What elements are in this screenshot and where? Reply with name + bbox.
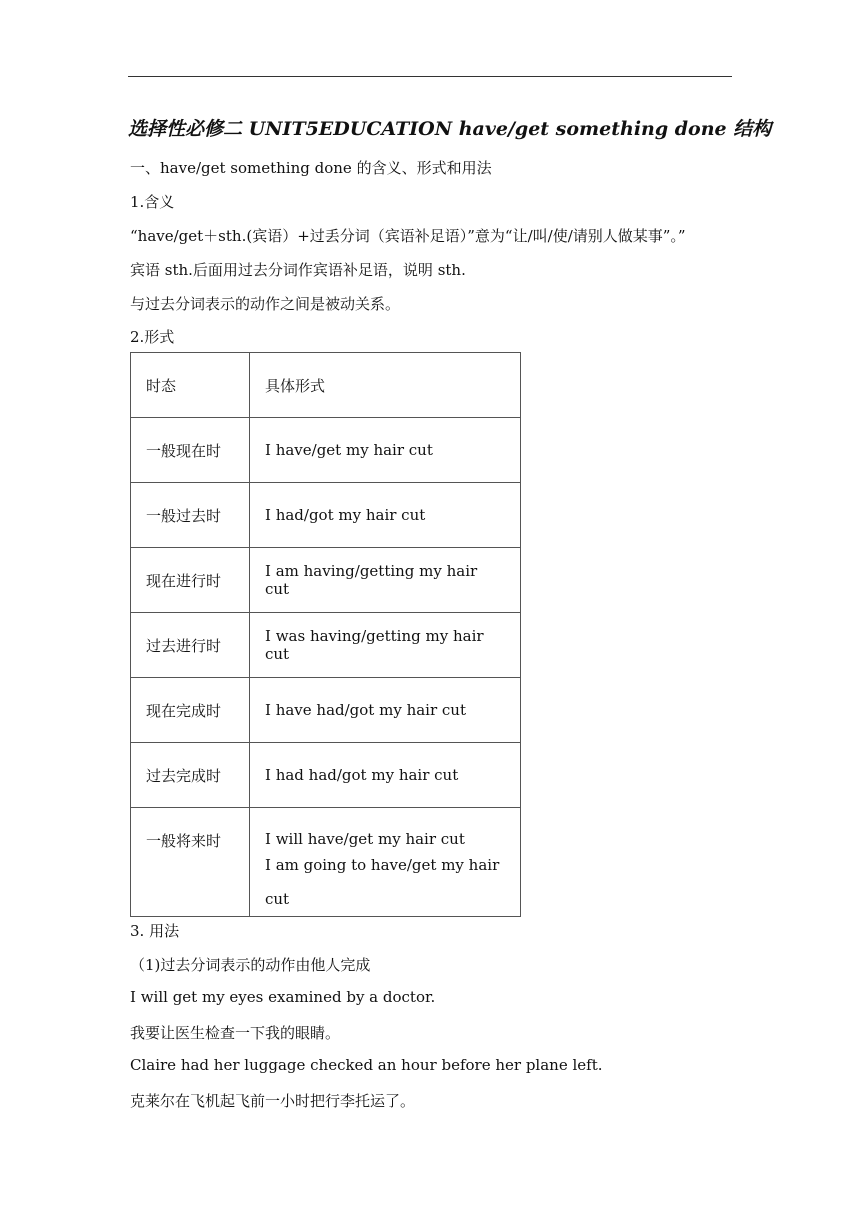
form-line: I am going to have/get my hair cut [265, 856, 500, 908]
tense-cell: 现在完成时 [131, 678, 250, 743]
meaning-line-1: “have/get＋sth.(宾语）+过丢分词（宾语补足语）”意为“让/叫/使/请别人做某事”。” [130, 227, 686, 245]
form-heading: 2.形式 [130, 328, 175, 346]
tense-cell: 一般将来时 [131, 808, 250, 917]
header-rule [128, 76, 732, 77]
tense-cell: 过去完成时 [131, 743, 250, 808]
table-header-row [131, 353, 521, 418]
form-cell: I am having/getting my hair cut [250, 548, 521, 613]
tense-cell: 一般过去时 [131, 483, 250, 548]
header-tense: 时态 [131, 353, 250, 418]
table-row [131, 548, 521, 613]
example-english: I will get my eyes examined by a doctor. [130, 988, 436, 1006]
table-row [131, 678, 521, 743]
table-row [131, 613, 521, 678]
usage-subheading: （1)过去分词表示的动作由他人完成 [130, 956, 371, 974]
section-heading: 一、have/get something done 的含义、形式和用法 [130, 159, 492, 177]
tense-form-table [130, 352, 521, 917]
table-row [131, 483, 521, 548]
document-title: 选择性必修二 UNIT5EDUCATION have/get something done 结构 [128, 118, 772, 140]
table-row [131, 808, 521, 917]
example-chinese: 克莱尔在飞机起飞前一小时把行李托运了。 [130, 1092, 416, 1110]
form-cell: I had/got my hair cut [250, 483, 521, 548]
form-cell [250, 808, 521, 917]
form-cell: I had had/got my hair cut [250, 743, 521, 808]
meaning-heading: 1.含义 [130, 193, 175, 211]
tense-cell: 一般现在时 [131, 418, 250, 483]
tense-cell: 现在进行时 [131, 548, 250, 613]
table-row [131, 418, 521, 483]
example-chinese: 我要让医生检查一下我的眼睛。 [130, 1024, 341, 1042]
form-cell: I have/get my hair cut [250, 418, 521, 483]
form-line: I will have/get my hair cut [265, 830, 465, 848]
table-row [131, 743, 521, 808]
example-english: Claire had her luggage checked an hour before her plane left. [130, 1056, 603, 1074]
tense-cell: 过去进行时 [131, 613, 250, 678]
usage-heading: 3. 用法 [130, 922, 180, 940]
meaning-line-3: 与过去分词表示的动作之间是被动关系。 [130, 295, 401, 313]
header-form: 具体形式 [250, 353, 521, 418]
form-cell: I was having/getting my hair cut [250, 613, 521, 678]
meaning-line-2: 宾语 sth.后面用过去分词作宾语补足语，说明 sth. [130, 261, 466, 279]
form-cell: I have had/got my hair cut [250, 678, 521, 743]
